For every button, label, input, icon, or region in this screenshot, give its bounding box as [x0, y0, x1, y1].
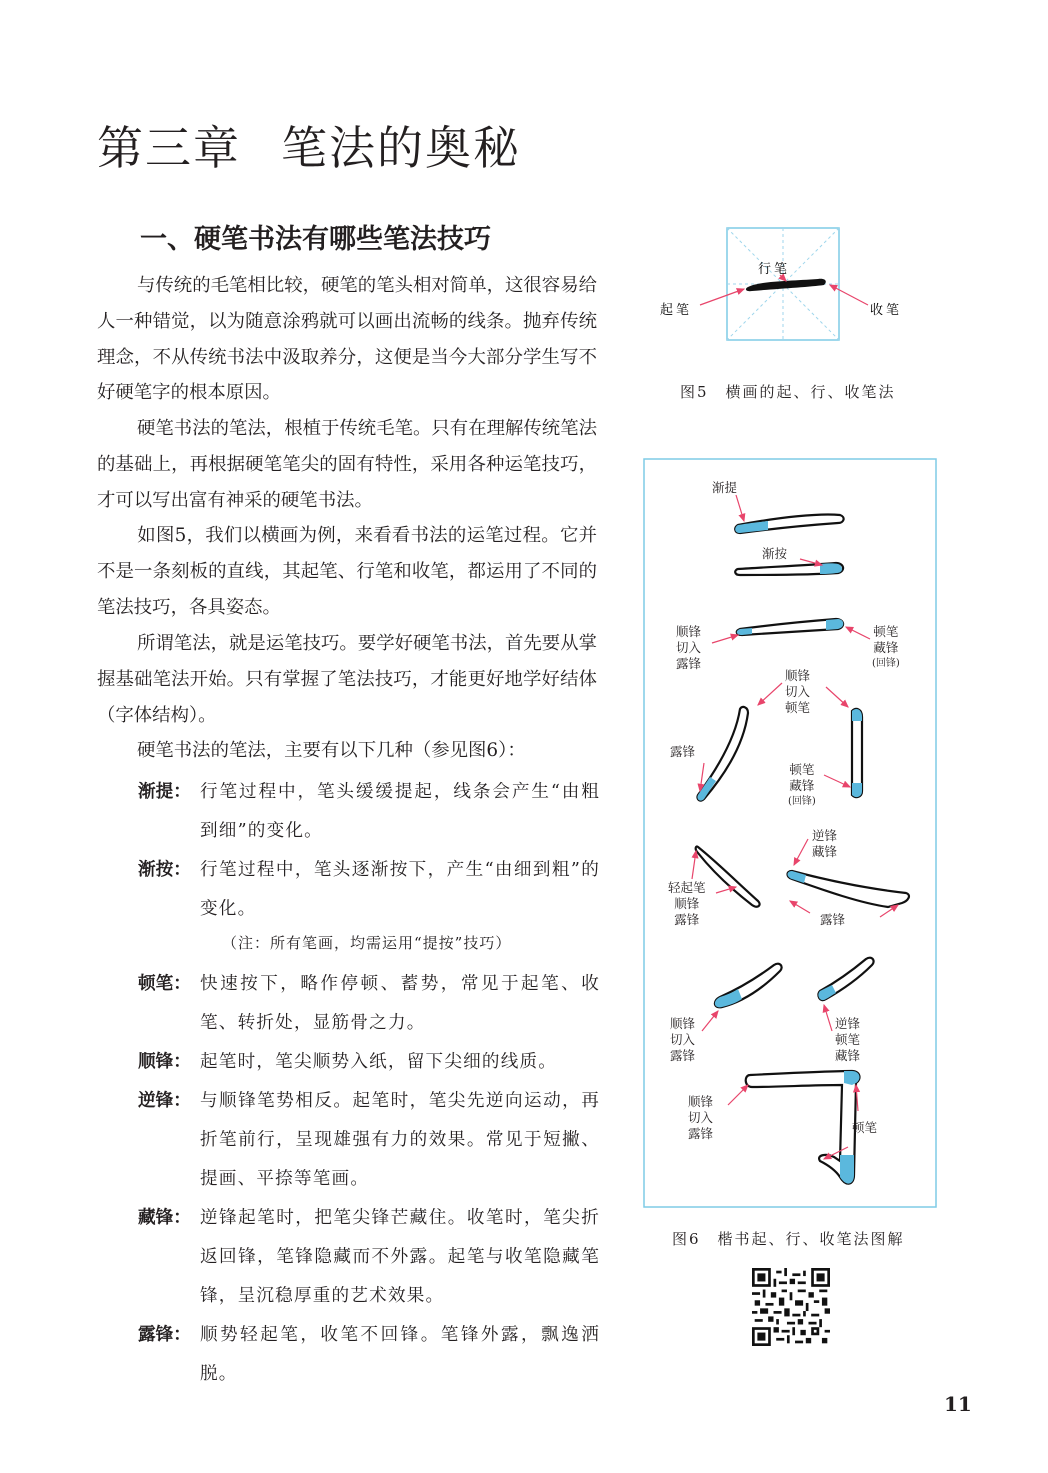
- technique-item: [138, 1316, 600, 1394]
- fig6-label: 露锋: [670, 744, 696, 759]
- stroke-heng: [737, 619, 843, 635]
- chapter-title: [97, 112, 521, 178]
- fig6-label-group: 顺锋 切入 顿笔: [785, 668, 811, 715]
- stroke-jianan: [735, 563, 843, 575]
- technique-item: [138, 965, 600, 1043]
- fig6-label: 顿笔: [852, 1120, 878, 1135]
- figure6-caption: 图6 楷书起、行、收笔法图解: [672, 1230, 905, 1248]
- arrow: [692, 851, 696, 879]
- fig6-label-group: 逆锋 藏锋: [812, 828, 838, 859]
- figure5-caption: 图5 横画的起、行、收笔法: [680, 383, 896, 401]
- arrow: [790, 901, 810, 913]
- technique-term: 渐提：: [138, 782, 191, 802]
- stroke-shu: [852, 709, 862, 797]
- technique-desc: 逆锋起笔时，把笔尖锋芒藏住。收笔时，笔尖折返回锋，笔锋隐藏而不外露。起笔与收笔隐藏笔锋，呈沉稳厚重的艺术效果。: [200, 1208, 600, 1306]
- fig6-label-group: 顿笔 藏锋 (回锋): [788, 762, 816, 807]
- page-number: 11: [944, 1392, 972, 1416]
- qr-code[interactable]: [752, 1268, 830, 1346]
- arrow: [846, 627, 870, 639]
- stroke-jianti: [735, 514, 843, 533]
- technique-desc: 与顺锋笔势相反。起笔时，笔尖先逆向运动，再折笔前行，呈现雄强有力的效果。常见于短撇、提画、平捺等笔画。: [200, 1091, 600, 1189]
- label-middle: 行笔: [758, 262, 791, 277]
- note: （注：所有笔画，均需运用“提按”技巧）: [222, 934, 512, 952]
- stroke-pie: [697, 707, 748, 801]
- fig6-label-group: 轻起笔 顺锋 露锋: [668, 880, 706, 927]
- arrow: [702, 1011, 718, 1031]
- technique-item: [138, 1082, 600, 1199]
- paragraph: 与传统的毛笔相比较，硬笔的笔头相对简单，这很容易给人一种错觉，以为随意涂鸦就可以画出流畅的线条。抛弃传统理念，不从传统书法中汲取养分，这便是当今大部分学生写不好硬笔字的根本原因。: [97, 275, 597, 404]
- chapter-number: 第三章: [97, 121, 241, 175]
- arrow: [736, 495, 744, 521]
- figure6-diagram: [640, 455, 940, 1215]
- technique-item: [138, 1199, 600, 1316]
- technique-term: 逆锋：: [138, 1091, 191, 1111]
- fig6-label-group: 顿笔 藏锋 (回锋): [872, 624, 900, 669]
- paragraph: 如图5，我们以横画为例，来看看书法的运笔过程。它并不是一条刻板的直线，其起笔、行笔和收笔，都运用了不同的笔法技巧，各具姿态。: [97, 525, 597, 618]
- stroke-hengzhe: [746, 1071, 860, 1184]
- fig6-label: 渐提: [712, 480, 738, 495]
- figure5-diagram: [640, 215, 940, 350]
- technique-term: 顺锋：: [138, 1052, 191, 1072]
- fig6-label: 露锋: [820, 912, 846, 927]
- technique-term: 藏锋：: [138, 1208, 191, 1228]
- technique-term: 露锋：: [138, 1325, 191, 1345]
- label-start: 起笔: [660, 303, 693, 318]
- technique-item: [138, 773, 600, 851]
- arrow: [700, 289, 744, 305]
- arrow: [712, 635, 738, 643]
- technique-item: [138, 851, 600, 929]
- arrow: [728, 1085, 748, 1105]
- fig6-label-group: 逆锋 顿笔 藏锋: [835, 1016, 861, 1063]
- technique-item: [138, 1043, 600, 1082]
- paragraph: 硬笔书法的笔法，主要有以下几种（参见图6）：: [137, 740, 526, 761]
- arrow: [758, 683, 782, 705]
- paragraph: 所谓笔法，就是运笔技巧。要学好硬笔书法，首先要从掌握基础笔法开始。只有掌握了笔法技巧，才能更好地学好结体（字体结构）。: [97, 633, 597, 726]
- arrow: [824, 775, 850, 787]
- arrow: [826, 687, 848, 707]
- arrow: [830, 285, 868, 305]
- stroke-na: [788, 871, 909, 907]
- technique-term: 渐按：: [138, 860, 191, 880]
- technique-desc: 顺势轻起笔，收笔不回锋。笔锋外露，飘逸洒脱。: [200, 1325, 600, 1384]
- technique-desc: 行笔过程中，笔头缓缓提起，线条会产生“由粗到细”的变化。: [200, 782, 600, 841]
- section-title: 一、硬笔书法有哪些笔法技巧: [140, 224, 491, 255]
- technique-term: 顿笔：: [138, 974, 191, 994]
- chapter-name: 笔法的奥秘: [281, 121, 521, 175]
- paragraph: 硬笔书法的笔法，根植于传统毛笔。只有在理解传统笔法的基础上，再根据硬笔笔尖的固有特性，采用各种运笔技巧，才可以写出富有神采的硬笔书法。: [97, 418, 597, 511]
- fig6-label-group: 顺锋 切入 露锋: [670, 1016, 696, 1063]
- technique-desc: 快速按下，略作停顿、蓄势，常见于起笔、收笔、转折处，显筋骨之力。: [200, 974, 600, 1033]
- fig6-label-group: 顺锋 切入 露锋: [676, 624, 702, 671]
- label-end: 收笔: [870, 303, 903, 318]
- stroke-dian-left: [715, 964, 782, 1008]
- fig6-label: 渐按: [762, 546, 788, 561]
- arrow: [794, 839, 808, 865]
- technique-desc: 行笔过程中，笔头逐渐按下，产生“由细到粗”的变化。: [200, 860, 600, 919]
- technique-desc: 起笔时，笔尖顺势入纸，留下尖细的线质。: [200, 1052, 558, 1072]
- fig6-label-group: 顺锋 切入 露锋: [688, 1094, 714, 1141]
- stroke-dian-right: [818, 958, 873, 1000]
- arrow: [824, 1005, 832, 1031]
